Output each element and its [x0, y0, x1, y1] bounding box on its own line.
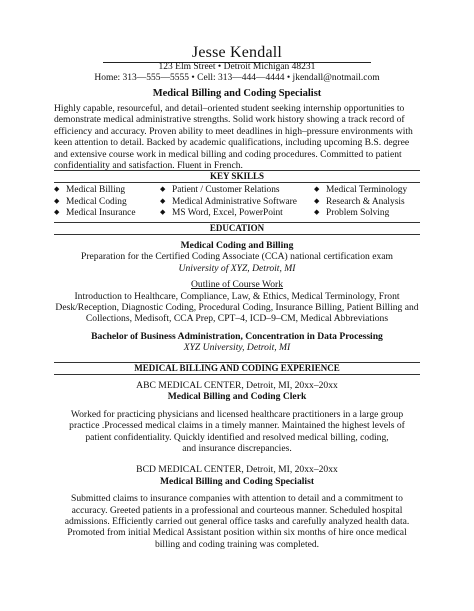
bullet-icon: ◆ [314, 185, 320, 193]
skill-item: ◆ Patient / Customer Relations [160, 185, 280, 195]
skill-item: ◆ Medical Insurance [54, 208, 136, 219]
job-description-line: billing and coding training was completed. [154, 538, 320, 550]
skill-item: ◆ Medical Administrative Software [160, 196, 297, 207]
bullet-icon: ◆ [54, 208, 60, 217]
summary-line: and extensive course work in medical billing and coding procedures. Committed to patient [54, 148, 402, 160]
key-skills-heading-box [54, 170, 420, 183]
job-role: Medical Billing and Coding Specialist [159, 475, 315, 487]
job-description-line: practice .Processed medical claims in a timely manner. Maintained the highest levels of [69, 420, 405, 432]
job-employer: BCD MEDICAL CENTER, Detroit, MI, 20xx–20xx [136, 464, 338, 476]
coursework-line: Desk/Reception, Diagnostic Coding, Procedural Coding, Insurance Billing, Patient Billing and [55, 302, 419, 314]
job-employer: ABC MEDICAL CENTER, Detroit, MI, 20xx–20xx [136, 380, 338, 391]
program-description: Preparation for the Certified Coding Associate (CCA) national certification exam [81, 251, 393, 263]
key-skills-heading: KEY SKILLS [210, 171, 264, 181]
job-description-line: Worked for practicing physicians and licensed healthcare practitioners in a large group [70, 408, 404, 420]
program-school: University of XYZ, Detroit, MI [178, 262, 296, 274]
skill-item: ◆ Medical Terminology [314, 185, 408, 195]
bullet-icon: ◆ [314, 196, 320, 205]
experience-heading-box [54, 362, 420, 375]
bullet-icon: ◆ [160, 185, 166, 193]
job-role: Medical Billing and Coding Clerk [167, 391, 307, 403]
coursework-line: Introduction to Healthcare, Compliance, Law, & Ethics, Medical Terminology, Front [74, 290, 400, 302]
job-description-line: accuracy. Greeted patients in a professional and courteous manner. Scheduled hospital [71, 504, 403, 516]
skills-column-1 [54, 184, 136, 219]
summary-line: keen attention to detail. Backed by academic qualifications, including upcoming B.S. degree [54, 137, 410, 149]
bullet-icon: ◆ [314, 208, 320, 217]
resume-title: Medical Billing and Coding Specialist [152, 88, 322, 99]
candidate-name: Jesse Kendall [191, 44, 283, 61]
bullet-icon: ◆ [160, 208, 166, 217]
experience-heading: MEDICAL BILLING AND CODING EXPERIENCE [134, 363, 340, 373]
skill-item: ◆ MS Word, Excel, PowerPoint [160, 208, 283, 219]
education-section [54, 240, 420, 354]
summary-line: Highly capable, resourceful, and detail–oriented student seeking internship opportunities to [54, 103, 405, 114]
bullet-icon: ◆ [54, 185, 60, 193]
job-description-line: admissions. Efficiently carried out general office tasks and carefully analyzed health data. [64, 516, 410, 528]
coursework-line: Collections, Medisoft, CCA Prep, CPT–4, ICD–9–CM, Medical Abbreviations [85, 313, 389, 325]
job-description-line: and insurance discrepancies. [182, 443, 292, 455]
education-heading-box [54, 222, 420, 235]
summary-line: efficiency and accuracy. Proven ability to meet deadlines in high–pressure environments with [54, 125, 413, 137]
experience-section [54, 380, 420, 550]
skill-item: ◆ Problem Solving [314, 208, 390, 219]
skills-column-3 [314, 184, 407, 219]
skill-item: ◆ Medical Billing [54, 185, 126, 195]
job-description-line: Submitted claims to insurance companies with attention to detail and a commitment to [71, 493, 403, 505]
program-title: Medical Coding and Billing [180, 240, 294, 251]
address-line: 123 Elm Street • Detroit Michigan 48231 [158, 62, 316, 72]
degree-title: Bachelor of Business Administration, Concentration in Data Processing [91, 330, 383, 342]
job-description-line: Promoted from initial Medical Assistant position within six months of hire once medical [67, 527, 407, 539]
contact-line: Home: 313—555—5555 • Cell: 313—444—4444 • jkendall@notmail.com [94, 73, 380, 83]
skill-item: ◆ Research & Analysis [314, 196, 405, 207]
coursework-heading: Outline of Course Work [190, 279, 284, 291]
summary-line: confidentiality and satisfaction. Fluent in French. [54, 160, 243, 172]
job-description-line: patient confidentiality. Quickly identified and resolved medical billing, coding, [85, 431, 389, 443]
skills-column-2 [160, 184, 297, 219]
summary-section [54, 103, 426, 171]
bullet-icon: ◆ [54, 196, 60, 205]
bullet-icon: ◆ [160, 196, 166, 205]
education-heading: EDUCATION [209, 223, 265, 233]
skill-item: ◆ Medical Coding [54, 196, 127, 207]
summary-line: demonstrate medical administrative strengths. Solid work history showing a track record of [54, 114, 405, 126]
degree-school: XYZ University, Detroit, MI [183, 342, 291, 354]
